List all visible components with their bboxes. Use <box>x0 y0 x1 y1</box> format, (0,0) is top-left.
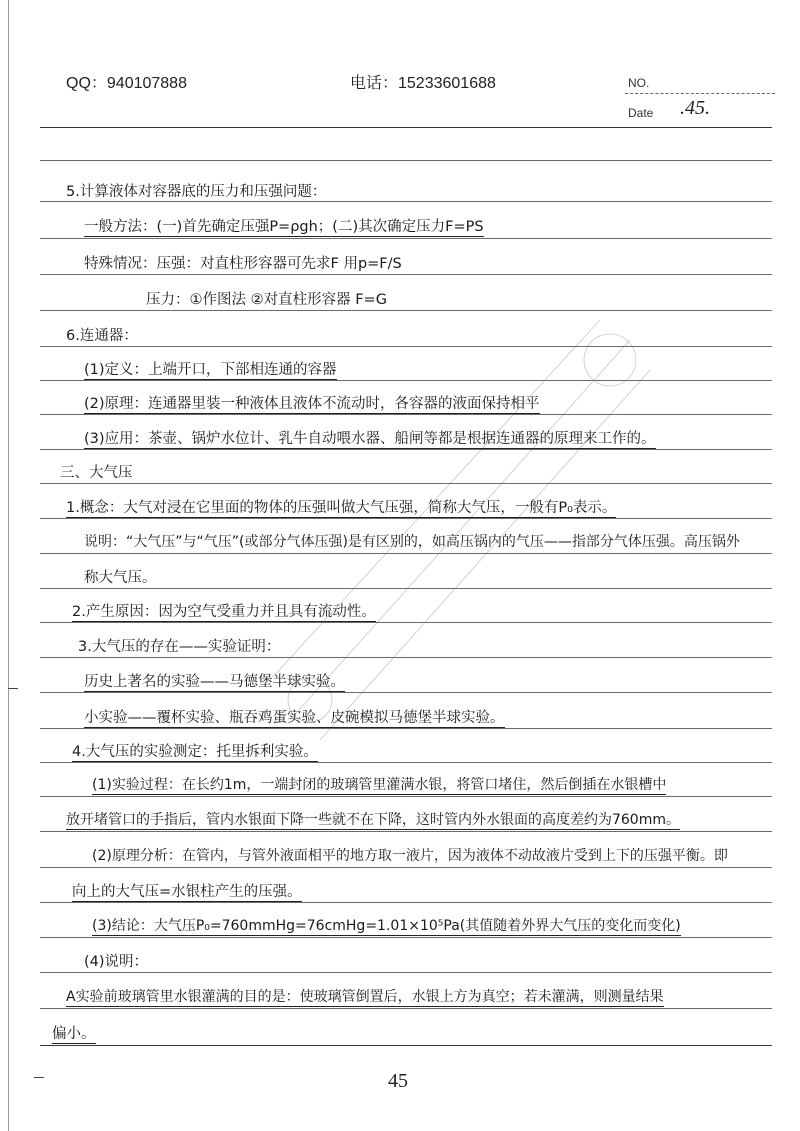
note-line: (1)实验过程：在长约1m，一端封闭的玻璃管里灌满水银，将管口堵住，然后倒插在水银槽中 <box>92 777 667 793</box>
date-value: .45. <box>680 97 710 119</box>
note-line: 2.产生原因：因为空气受重力并且具有流动性。 <box>72 604 376 620</box>
ruled-line <box>40 553 772 554</box>
ruled-line <box>40 518 772 519</box>
note-line: 6.连通器： <box>66 328 138 344</box>
ruled-line <box>40 796 772 797</box>
ruled-line <box>40 274 772 275</box>
ruled-line <box>40 657 772 658</box>
note-line: 一般方法：(一)首先确定压强P=ρgh；(二)其次确定压力F=PS <box>84 219 484 235</box>
note-line: 1.概念：大气对浸在它里面的物体的压强叫做大气压强，简称大气压，一般有P₀表示。 <box>66 500 617 516</box>
ruled-line <box>40 588 772 589</box>
note-line: (3)应用：茶壶、锅炉水位计、乳牛自动喂水器、船闸等都是根据连通器的原理来工作的。 <box>84 431 656 447</box>
ruled-line <box>40 692 772 693</box>
note-line: (3)结论：大气压P₀=760mmHg=76cmHg=1.01×10⁵Pa(其值随着外界大气压的变化而变化) <box>92 918 681 934</box>
ruled-line <box>40 622 772 623</box>
ruled-line <box>40 831 772 832</box>
ruled-line <box>40 414 772 415</box>
note-line: 压力：①作图法 ②对直柱形容器 F=G <box>146 292 387 308</box>
ruled-line <box>40 972 772 973</box>
ruled-line <box>40 483 772 484</box>
note-line: 放开堵管口的手指后，管内水银面下降一些就不在下降，这时管内外水银面的高度差约为760mm。 <box>66 812 680 828</box>
note-line: (2)原理：连通器里装一种液体且液体不流动时，各容器的液面保持相平 <box>84 396 540 412</box>
phone-contact: 电话：15233601688 <box>350 75 496 92</box>
note-line: 小实验——覆杯实验、瓶吞鸡蛋实验、皮碗模拟马德堡半球实验。 <box>84 710 505 726</box>
note-line: (2)原理分析：在管内，与管外液面相平的地方取一液片，因为液体不动故液片受到上下的压强平衡。即 <box>92 848 728 864</box>
binding-margin-line <box>8 0 9 1131</box>
header-rule <box>40 127 772 128</box>
note-line: (4)说明： <box>84 954 149 970</box>
note-line: 历史上著名的实验——马德堡半球实验。 <box>84 674 345 690</box>
note-line: 偏小。 <box>52 1026 96 1042</box>
page-number: 45 <box>388 1070 408 1092</box>
ruled-line <box>40 1008 772 1009</box>
note-line: 向上的大气压=水银柱产生的压强。 <box>72 884 302 900</box>
ruled-line <box>40 762 772 763</box>
no-dashed-line <box>625 93 775 94</box>
qq-contact: QQ：940107888 <box>66 75 187 92</box>
note-line: (1)定义：上端开口，下部相连通的容器 <box>84 362 337 378</box>
ruled-line <box>40 1045 772 1046</box>
note-line: 4.大气压的实验测定：托里拆利实验。 <box>72 744 318 760</box>
ruled-line <box>40 201 772 202</box>
ruled-line <box>40 937 772 938</box>
ruled-line <box>40 902 772 903</box>
note-line: A实验前玻璃管里水银灌满的目的是：使玻璃管倒置后，水银上方为真空；若未灌满，则测量结果 <box>66 989 664 1005</box>
no-label: NO. <box>628 76 650 90</box>
note-line: 3.大气压的存在——实验证明： <box>78 639 281 655</box>
note-line: 称大气压。 <box>84 570 157 586</box>
ruled-line <box>40 728 772 729</box>
ruled-line <box>40 346 772 347</box>
note-line: 5.计算液体对容器底的压力和压强问题： <box>66 184 327 200</box>
margin-tick <box>8 688 18 689</box>
ruled-line <box>40 160 772 161</box>
ruled-line <box>40 238 772 239</box>
note-line: 特殊情况：压强：对直柱形容器可先求F 用p=F/S <box>84 256 402 272</box>
note-line: 说明：“大气压”与“气压”(或部分气体压强)是有区别的，如高压锅内的气压——指部分气体压强。高压锅外 <box>84 534 740 550</box>
ruled-line <box>40 380 772 381</box>
date-label: Date <box>628 106 654 120</box>
ruled-line <box>40 310 772 311</box>
note-line: 三、大气压 <box>60 465 133 481</box>
ruled-line <box>40 867 772 868</box>
ruled-line <box>40 449 772 450</box>
margin-tick <box>34 1077 44 1078</box>
